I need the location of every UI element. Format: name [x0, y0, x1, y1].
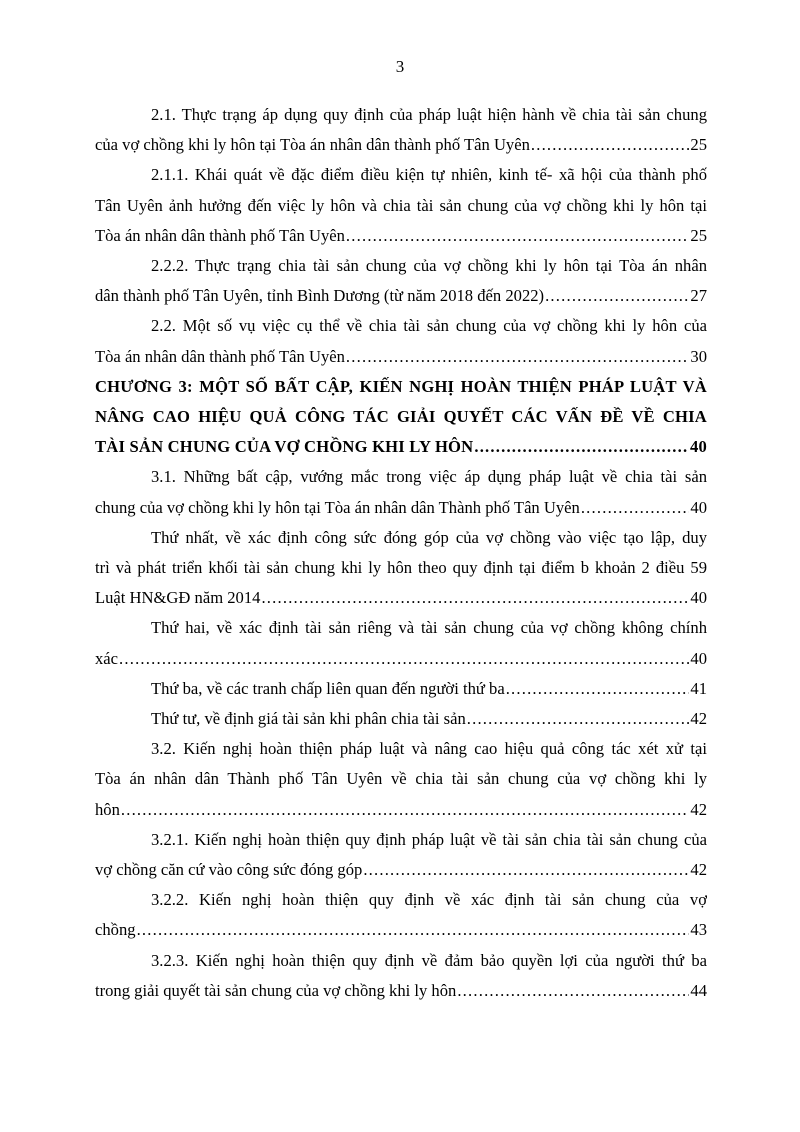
dot-leader — [457, 976, 689, 1006]
toc-page-number: 40 — [690, 588, 707, 608]
toc-entry-last-line: của vợ chồng khi ly hôn tại Tòa án nhân dân thành phố Tân Uyên ..... 25 — [95, 130, 707, 160]
toc-entry[interactable] — [95, 825, 707, 885]
dot-leader — [506, 674, 690, 704]
toc-entry-text: 2.2. Một số vụ việc cụ thể về chia tài sản chung của vợ chồng khi ly hôn của — [151, 316, 707, 336]
toc-entry-text: Thứ hai, về xác định tài sản riêng và tài sản chung của vợ chồng không chính — [151, 618, 707, 638]
toc-entry[interactable] — [95, 885, 707, 945]
toc-entry-last-line: Tòa án nhân dân thành phố Tân Uyên ..... 25 — [95, 221, 707, 251]
toc-page-number: 27 — [690, 286, 707, 306]
toc-entry-last-line: Thứ ba, về các tranh chấp liên quan đến người thứ ba ..... 41 — [95, 674, 707, 704]
dot-leader — [119, 644, 689, 674]
toc-page-number: 41 — [690, 678, 707, 698]
toc-entry-text: 3.2. Kiến nghị hoàn thiện pháp luật và nâng cao hiệu quả công tác xét xử tại — [151, 739, 707, 759]
toc-entry-text: trì và phát triển khối tài sản chung khi ly hôn theo quy định tại điểm b khoản 2 điều 59 — [95, 558, 707, 578]
toc-entry[interactable] — [95, 523, 707, 614]
toc-chapter-text: CHƯƠNG 3: MỘT SỐ BẤT CẬP, KIẾN NGHỊ HOÀN THIỆN PHÁP LUẬT VÀ — [95, 376, 707, 396]
toc-entry-text: Thứ nhất, về xác định công sức đóng góp của vợ chồng vào việc tạo lập, duy — [151, 527, 707, 547]
toc-entry[interactable] — [95, 674, 707, 704]
toc-entry[interactable] — [95, 251, 707, 311]
toc-entry-text: Tân Uyên ảnh hưởng đến việc ly hôn và chia tài sản chung của vợ chồng khi ly hôn tại — [95, 195, 707, 215]
toc-entry[interactable] — [95, 613, 707, 673]
toc-entry-last-line: Luật HN&GĐ năm 2014 ..... 40 — [95, 583, 707, 613]
table-of-contents — [95, 100, 707, 1006]
toc-page-number: 40 — [690, 648, 707, 668]
toc-page-number: 43 — [690, 920, 707, 940]
dot-leader — [121, 795, 690, 825]
toc-chapter-entry[interactable] — [95, 372, 707, 463]
toc-entry-last-line: xác ..... 40 — [95, 644, 707, 674]
toc-entry[interactable] — [95, 160, 707, 251]
toc-chapter-text: NÂNG CAO HIỆU QUẢ CÔNG TÁC GIẢI QUYẾT CÁC VẤN ĐỀ VỀ CHIA — [95, 407, 707, 427]
dot-leader — [346, 221, 689, 251]
toc-entry-last-line: Thứ tư, về định giá tài sản khi phân chia tài sản ..... 42 — [95, 704, 707, 734]
toc-entry-text: 3.1. Những bất cập, vướng mắc trong việc áp dụng pháp luật về chia tài sản — [151, 467, 707, 487]
dot-leader — [474, 432, 689, 462]
toc-entry-last-line: TÀI SẢN CHUNG CỦA VỢ CHỒNG KHI LY HÔN ..... 40 — [95, 432, 707, 462]
toc-page-number: 30 — [690, 346, 707, 366]
dot-leader — [363, 855, 689, 885]
dot-leader — [137, 915, 690, 945]
dot-leader — [261, 583, 689, 613]
toc-page-number: 40 — [690, 497, 707, 517]
toc-entry[interactable] — [95, 100, 707, 160]
dot-leader — [581, 493, 690, 523]
toc-entry-last-line: hôn ..... 42 — [95, 795, 707, 825]
toc-entry-last-line: dân thành phố Tân Uyên, tỉnh Bình Dương (từ năm 2018 đến 2022) ..... 27 — [95, 281, 707, 311]
dot-leader — [346, 342, 689, 372]
toc-entry-last-line: Tòa án nhân dân thành phố Tân Uyên ..... 30 — [95, 342, 707, 372]
dot-leader — [467, 704, 690, 734]
toc-entry[interactable] — [95, 734, 707, 825]
toc-entry-last-line: chồng ..... 43 — [95, 915, 707, 945]
toc-entry-text: 3.2.2. Kiến nghị hoàn thiện quy định về xác định tài sản chung của vợ — [151, 890, 707, 910]
toc-entry[interactable] — [95, 311, 707, 371]
toc-entry-text: 2.2.2. Thực trạng chia tài sản chung của vợ chồng khi ly hôn tại Tòa án nhân — [151, 256, 707, 276]
toc-page-number: 42 — [690, 709, 707, 729]
toc-entry-last-line: vợ chồng căn cứ vào công sức đóng góp ..... 42 — [95, 855, 707, 885]
toc-page-number: 25 — [690, 225, 707, 245]
toc-entry-text: 2.1.1. Khái quát về đặc điểm điều kiện tự nhiên, kinh tế- xã hội của thành phố — [151, 165, 707, 185]
toc-page-number: 25 — [690, 135, 707, 155]
page-number: 3 — [395, 57, 405, 76]
toc-entry-text: 3.2.3. Kiến nghị hoàn thiện quy định về đảm bảo quyền lợi của người thứ ba — [151, 950, 707, 970]
toc-entry-text: 3.2.1. Kiến nghị hoàn thiện quy định pháp luật về tài sản chia tài sản chung của — [151, 829, 707, 849]
toc-page-number: 42 — [690, 860, 707, 880]
toc-page-number: 40 — [690, 437, 707, 457]
toc-entry-last-line: chung của vợ chồng khi ly hôn tại Tòa án nhân dân Thành phố Tân Uyên ..... 40 — [95, 493, 707, 523]
dot-leader — [531, 130, 690, 160]
toc-page-number: 42 — [690, 799, 707, 819]
toc-entry[interactable] — [95, 704, 707, 734]
toc-entry-last-line: trong giải quyết tài sản chung của vợ chồng khi ly hôn ..... 44 — [95, 976, 707, 1006]
toc-entry[interactable] — [95, 462, 707, 522]
toc-entry-text: Tòa án nhân dân Thành phố Tân Uyên về chia tài sản chung của vợ chồng khi ly — [95, 769, 707, 789]
toc-entry[interactable] — [95, 946, 707, 1006]
dot-leader — [545, 281, 689, 311]
toc-page-number: 44 — [690, 980, 707, 1000]
toc-entry-text: 2.1. Thực trạng áp dụng quy định của pháp luật hiện hành về chia tài sản chung — [151, 105, 707, 124]
